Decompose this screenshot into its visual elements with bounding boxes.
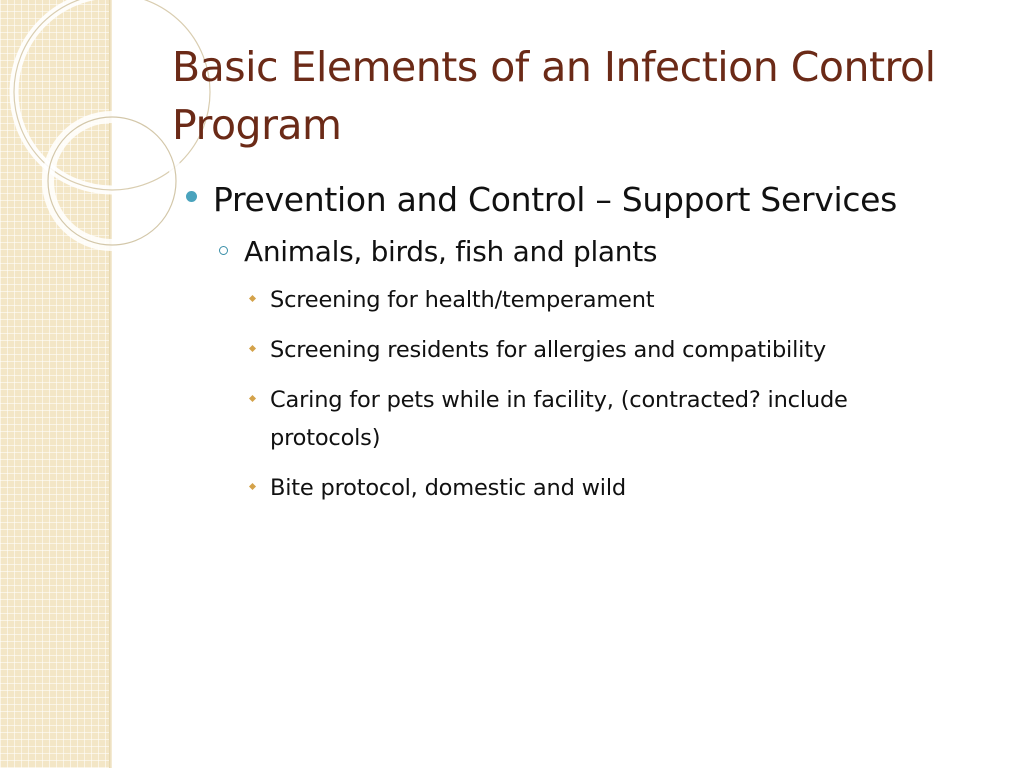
small-square-bullet-icon <box>249 483 256 490</box>
list-item-text: Screening residents for allergies and compatibility <box>270 337 826 363</box>
small-square-bullet-icon <box>249 295 256 302</box>
list-item-text: Screening for health/temperament <box>270 287 655 313</box>
bullet-level1-text: Prevention and Control – Support Services <box>213 180 898 219</box>
small-square-bullet-icon <box>249 395 256 402</box>
list-item-text: Caring for pets while in facility, (contracted? include protocols) <box>270 387 848 451</box>
bullet-level2-text: Animals, birds, fish and plants <box>244 235 658 268</box>
list-item-text: Bite protocol, domestic and wild <box>270 475 626 501</box>
list-item <box>244 469 986 507</box>
list-item <box>244 381 910 457</box>
list-item <box>244 281 986 319</box>
ring-bullet-icon <box>219 246 228 255</box>
bullet-level3-list <box>244 281 986 507</box>
decorative-rings-icon <box>0 0 130 260</box>
slide-content <box>186 172 986 519</box>
slide-title: Basic Elements of an Infection Control Program <box>172 43 936 149</box>
bullet-level1 <box>186 172 986 227</box>
bullet-level2 <box>216 229 986 275</box>
filled-circle-bullet-icon <box>186 191 197 202</box>
list-item <box>244 331 986 369</box>
small-square-bullet-icon <box>249 345 256 352</box>
